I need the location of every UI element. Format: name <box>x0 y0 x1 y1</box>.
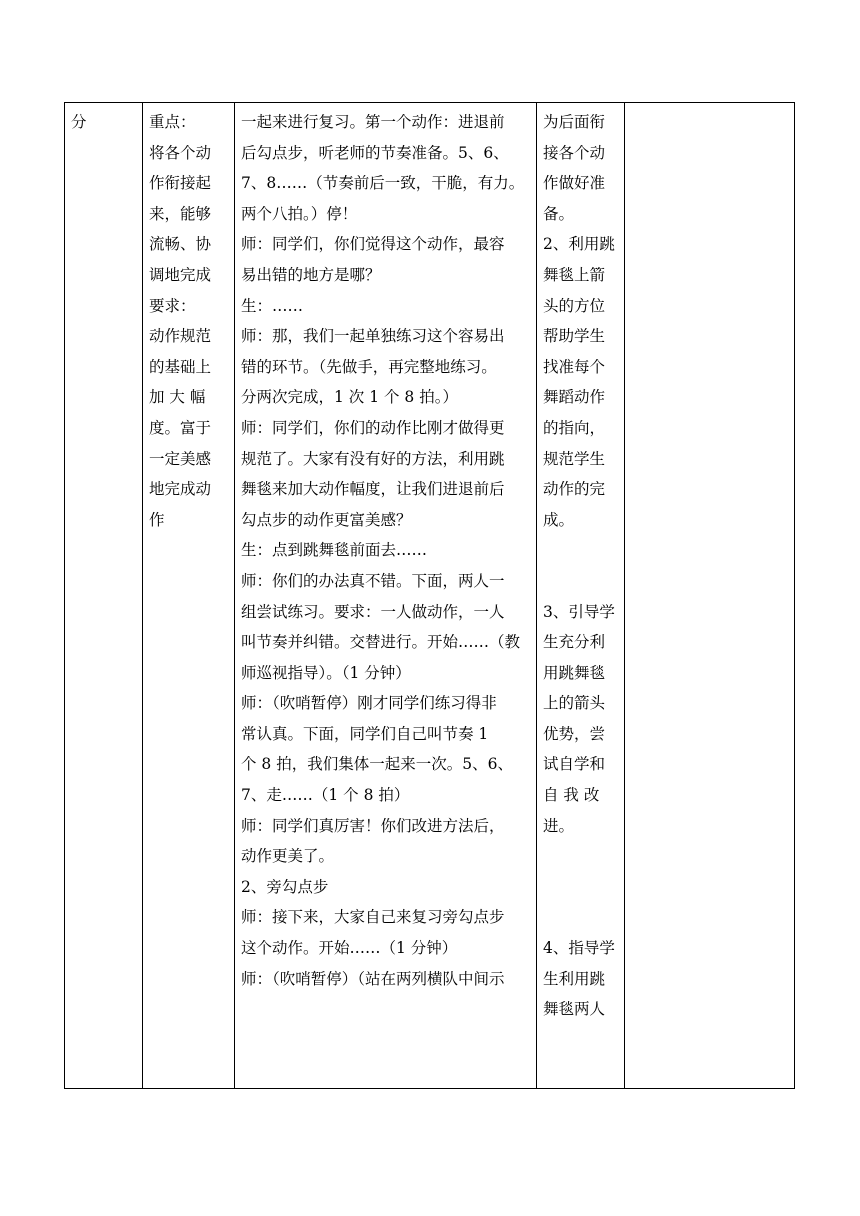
cell-line: 加 大 幅 <box>149 388 206 407</box>
cell-line: 流畅、协 <box>149 235 212 254</box>
cell-line: 头的方位 <box>543 296 606 315</box>
cell-line: 的指向， <box>543 418 606 437</box>
cell-line: 常认真。下面，同学们自己叫节奏 1 <box>241 724 489 743</box>
cell-line: 师巡视指导）。（1 分钟） <box>241 663 411 682</box>
cell-line: 一起来进行复习。第一个动作：进退前 <box>241 113 505 131</box>
lesson-plan-table <box>64 102 795 1089</box>
spacer <box>543 902 618 933</box>
cell-line: 师：那，我们一起单独练习这个容易出 <box>241 327 505 346</box>
spacer <box>543 872 618 903</box>
notes-cell <box>625 103 795 1089</box>
cell-line: 舞毯两人 <box>543 1000 606 1019</box>
time-cell <box>65 103 143 1089</box>
cell-line: 规范了。大家有没有好的方法，利用跳 <box>241 449 505 468</box>
cell-line: 舞毯上箭 <box>543 265 606 284</box>
cell-line: 师：接下来，大家自己来复习旁勾点步 <box>241 908 505 927</box>
cell-line: 帮助学生 <box>543 327 606 346</box>
cell-line: 2、旁勾点步 <box>241 877 329 896</box>
cell-line: 舞蹈动作 <box>543 388 606 407</box>
cell-line: 找准每个 <box>543 357 606 376</box>
cell-line: 舞毯来加大动作幅度，让我们进退前后 <box>241 480 505 499</box>
cell-line: 进。 <box>543 816 575 835</box>
cell-line: 两个八拍。）停！ <box>241 204 358 223</box>
cell-line: 要求： <box>149 296 196 315</box>
cell-line: 自 我 改 <box>543 786 600 805</box>
cell-line: 将各个动 <box>149 143 212 162</box>
cell-line: 2、利用跳 <box>543 235 615 254</box>
cell-line: 作衔接起 <box>149 174 212 193</box>
key-points-cell <box>143 103 235 1089</box>
cell-line: 接各个动 <box>543 143 606 162</box>
cell-line: 成。 <box>543 510 575 529</box>
cell-line: 师：你们的办法真不错。下面，两人一 <box>241 571 505 590</box>
cell-line: 错的环节。（先做手，再完整地练习。 <box>241 357 497 376</box>
cell-line: 动作的完 <box>543 480 606 499</box>
cell-line: 生利用跳 <box>543 969 606 988</box>
spacer <box>543 841 618 872</box>
cell-line: 调地完成 <box>149 265 212 284</box>
cell-line: 一定美感 <box>149 449 212 468</box>
cell-line: 师：同学们，你们的动作比刚才做得更 <box>241 418 505 437</box>
cell-line: 地完成动 <box>149 480 212 499</box>
cell-line: 试自学和 <box>543 755 606 774</box>
cell-line: 3、引导学 <box>543 602 615 621</box>
table-row <box>65 103 795 1089</box>
cell-line: 优势，尝 <box>543 724 606 743</box>
cell-line: 师：（吹哨暂停）刚才同学们练习得非 <box>241 694 497 713</box>
cell-line: 分两次完成，1 次 1 个 8 拍。） <box>241 388 458 407</box>
cell-line: 作做好准 <box>543 174 606 193</box>
cell-line: 分 <box>71 113 87 131</box>
cell-line: 用跳舞毯 <box>543 663 606 682</box>
cell-line: 7、8……（节奏前后一致，干脆，有力。 <box>241 174 525 193</box>
cell-line: 为后面衔 <box>543 113 606 131</box>
cell-line: 的基础上 <box>149 357 212 376</box>
cell-line: 师：同学们，你们觉得这个动作，最容 <box>241 235 505 254</box>
cell-line: 易出错的地方是哪？ <box>241 265 381 284</box>
cell-line: 7、走……（1 个 8 拍） <box>241 786 410 805</box>
cell-line: 备。 <box>543 204 575 223</box>
cell-line: 后勾点步，听老师的节奏准备。5、6、 <box>241 143 509 162</box>
cell-line: 个 8 拍，我们集体一起来一次。5、6、 <box>241 755 513 774</box>
spacer <box>543 566 618 597</box>
cell-line: 度。富于 <box>149 418 212 437</box>
teaching-process-cell <box>235 103 537 1089</box>
cell-line: 勾点步的动作更富美感？ <box>241 510 412 529</box>
cell-line: 来，能够 <box>149 204 212 223</box>
cell-line: 4、指导学 <box>543 939 615 958</box>
cell-line: 重点： <box>149 113 196 131</box>
cell-line: 生充分利 <box>543 633 606 652</box>
cell-line: 生：…… <box>241 296 304 315</box>
cell-line: 作 <box>149 510 165 529</box>
cell-line: 师：同学们真厉害！你们改进方法后， <box>241 816 505 835</box>
cell-line: 动作规范 <box>149 327 212 346</box>
design-intent-cell <box>537 103 625 1089</box>
spacer <box>543 535 618 566</box>
cell-line: 动作更美了。 <box>241 847 335 866</box>
cell-line: 上的箭头 <box>543 694 606 713</box>
cell-line: 生：点到跳舞毯前面去…… <box>241 541 428 560</box>
cell-line: 师：（吹哨暂停）（站在两列横队中间示 <box>241 969 505 988</box>
cell-line: 组尝试练习。要求：一人做动作，一人 <box>241 602 505 621</box>
cell-line: 规范学生 <box>543 449 606 468</box>
cell-line: 这个动作。开始……（1 分钟） <box>241 939 458 958</box>
cell-line: 叫节奏并纠错。交替进行。开始……（教 <box>241 633 521 652</box>
